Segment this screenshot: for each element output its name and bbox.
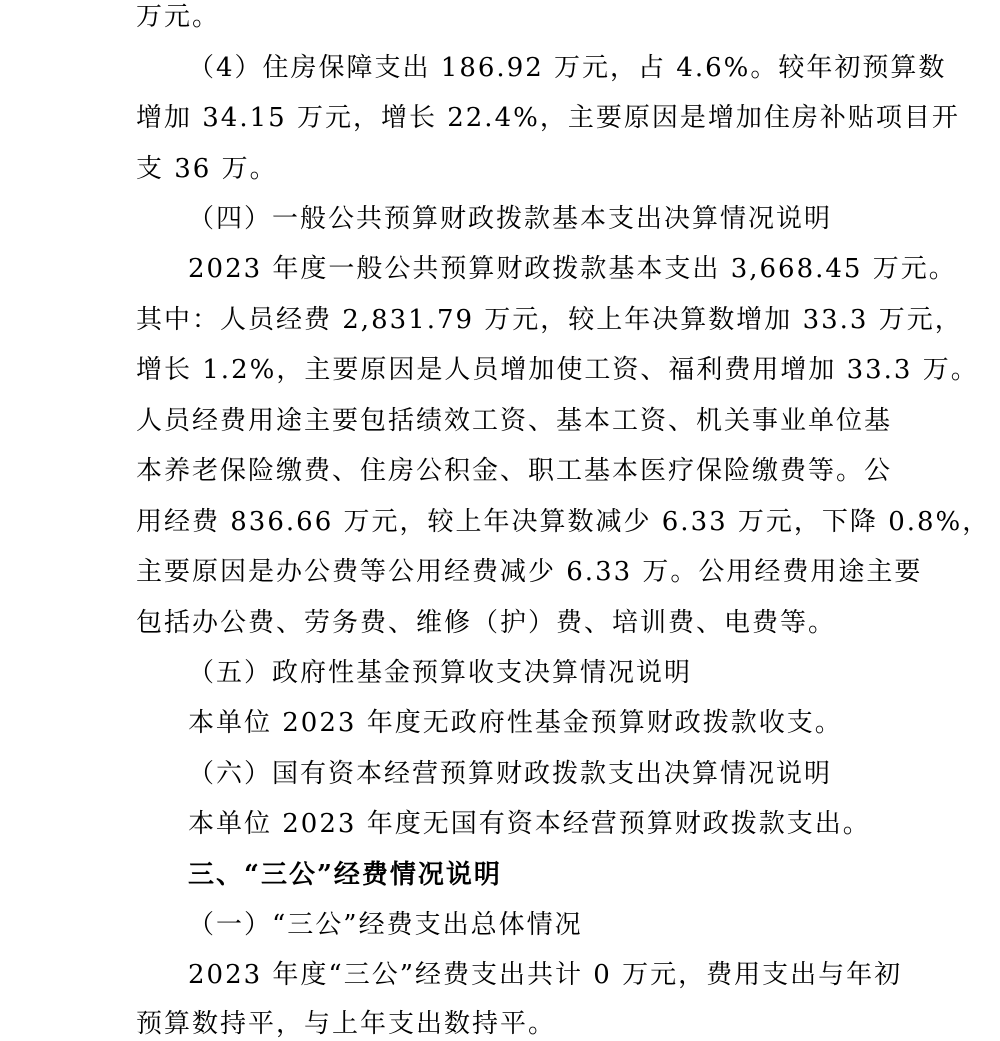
text-line: 其中：人员经费 2,831.79 万元，较上年决算数增加 33.3 万元， (136, 305, 963, 335)
section-heading: （四）一般公共预算财政拨款基本支出决算情况说明 (188, 204, 833, 234)
text-line: 增长 1.2%，主要原因是人员增加使工资、福利费用增加 33.3 万。 (136, 355, 979, 385)
chapter-heading: 三、“三公”经费情况说明 (188, 860, 502, 890)
text-line: 主要原因是办公费等公用经费减少 6.33 万。公用经费用途主要 (136, 557, 923, 587)
section-heading: （六）国有资本经营预算财政拨款支出决算情况说明 (188, 759, 833, 789)
text-line: 万元。 (136, 2, 221, 32)
text-line: 用经费 836.66 万元，较上年决算数减少 6.33 万元，下降 0.8%， (136, 507, 991, 537)
text-line: 人员经费用途主要包括绩效工资、基本工资、机关事业单位基 (136, 406, 893, 436)
text-line: 预算数持平，与上年支出数持平。 (136, 1009, 557, 1039)
text-line: 本单位 2023 年度无国有资本经营预算财政拨款支出。 (188, 809, 871, 839)
text-line: 本单位 2023 年度无政府性基金预算财政拨款收支。 (188, 708, 843, 738)
text-line: 本养老保险缴费、住房公积金、职工基本医疗保险缴费等。公 (136, 456, 893, 486)
section-heading: （一）“三公”经费支出总体情况 (188, 910, 583, 940)
text-line: 2023 年度一般公共预算财政拨款基本支出 3,668.45 万元。 (188, 254, 957, 284)
text-line: 支 36 万。 (136, 154, 278, 184)
text-line: （4）住房保障支出 186.92 万元，占 4.6%。较年初预算数 (188, 53, 947, 83)
text-line: 增加 34.15 万元，增长 22.4%，主要原因是增加住房补贴项目开 (136, 103, 960, 133)
text-line: 2023 年度“三公”经费支出共计 0 万元，费用支出与年初 (188, 960, 903, 990)
text-line: 包括办公费、劳务费、维修（护）费、培训费、电费等。 (136, 608, 837, 638)
section-heading: （五）政府性基金预算收支决算情况说明 (188, 658, 693, 688)
